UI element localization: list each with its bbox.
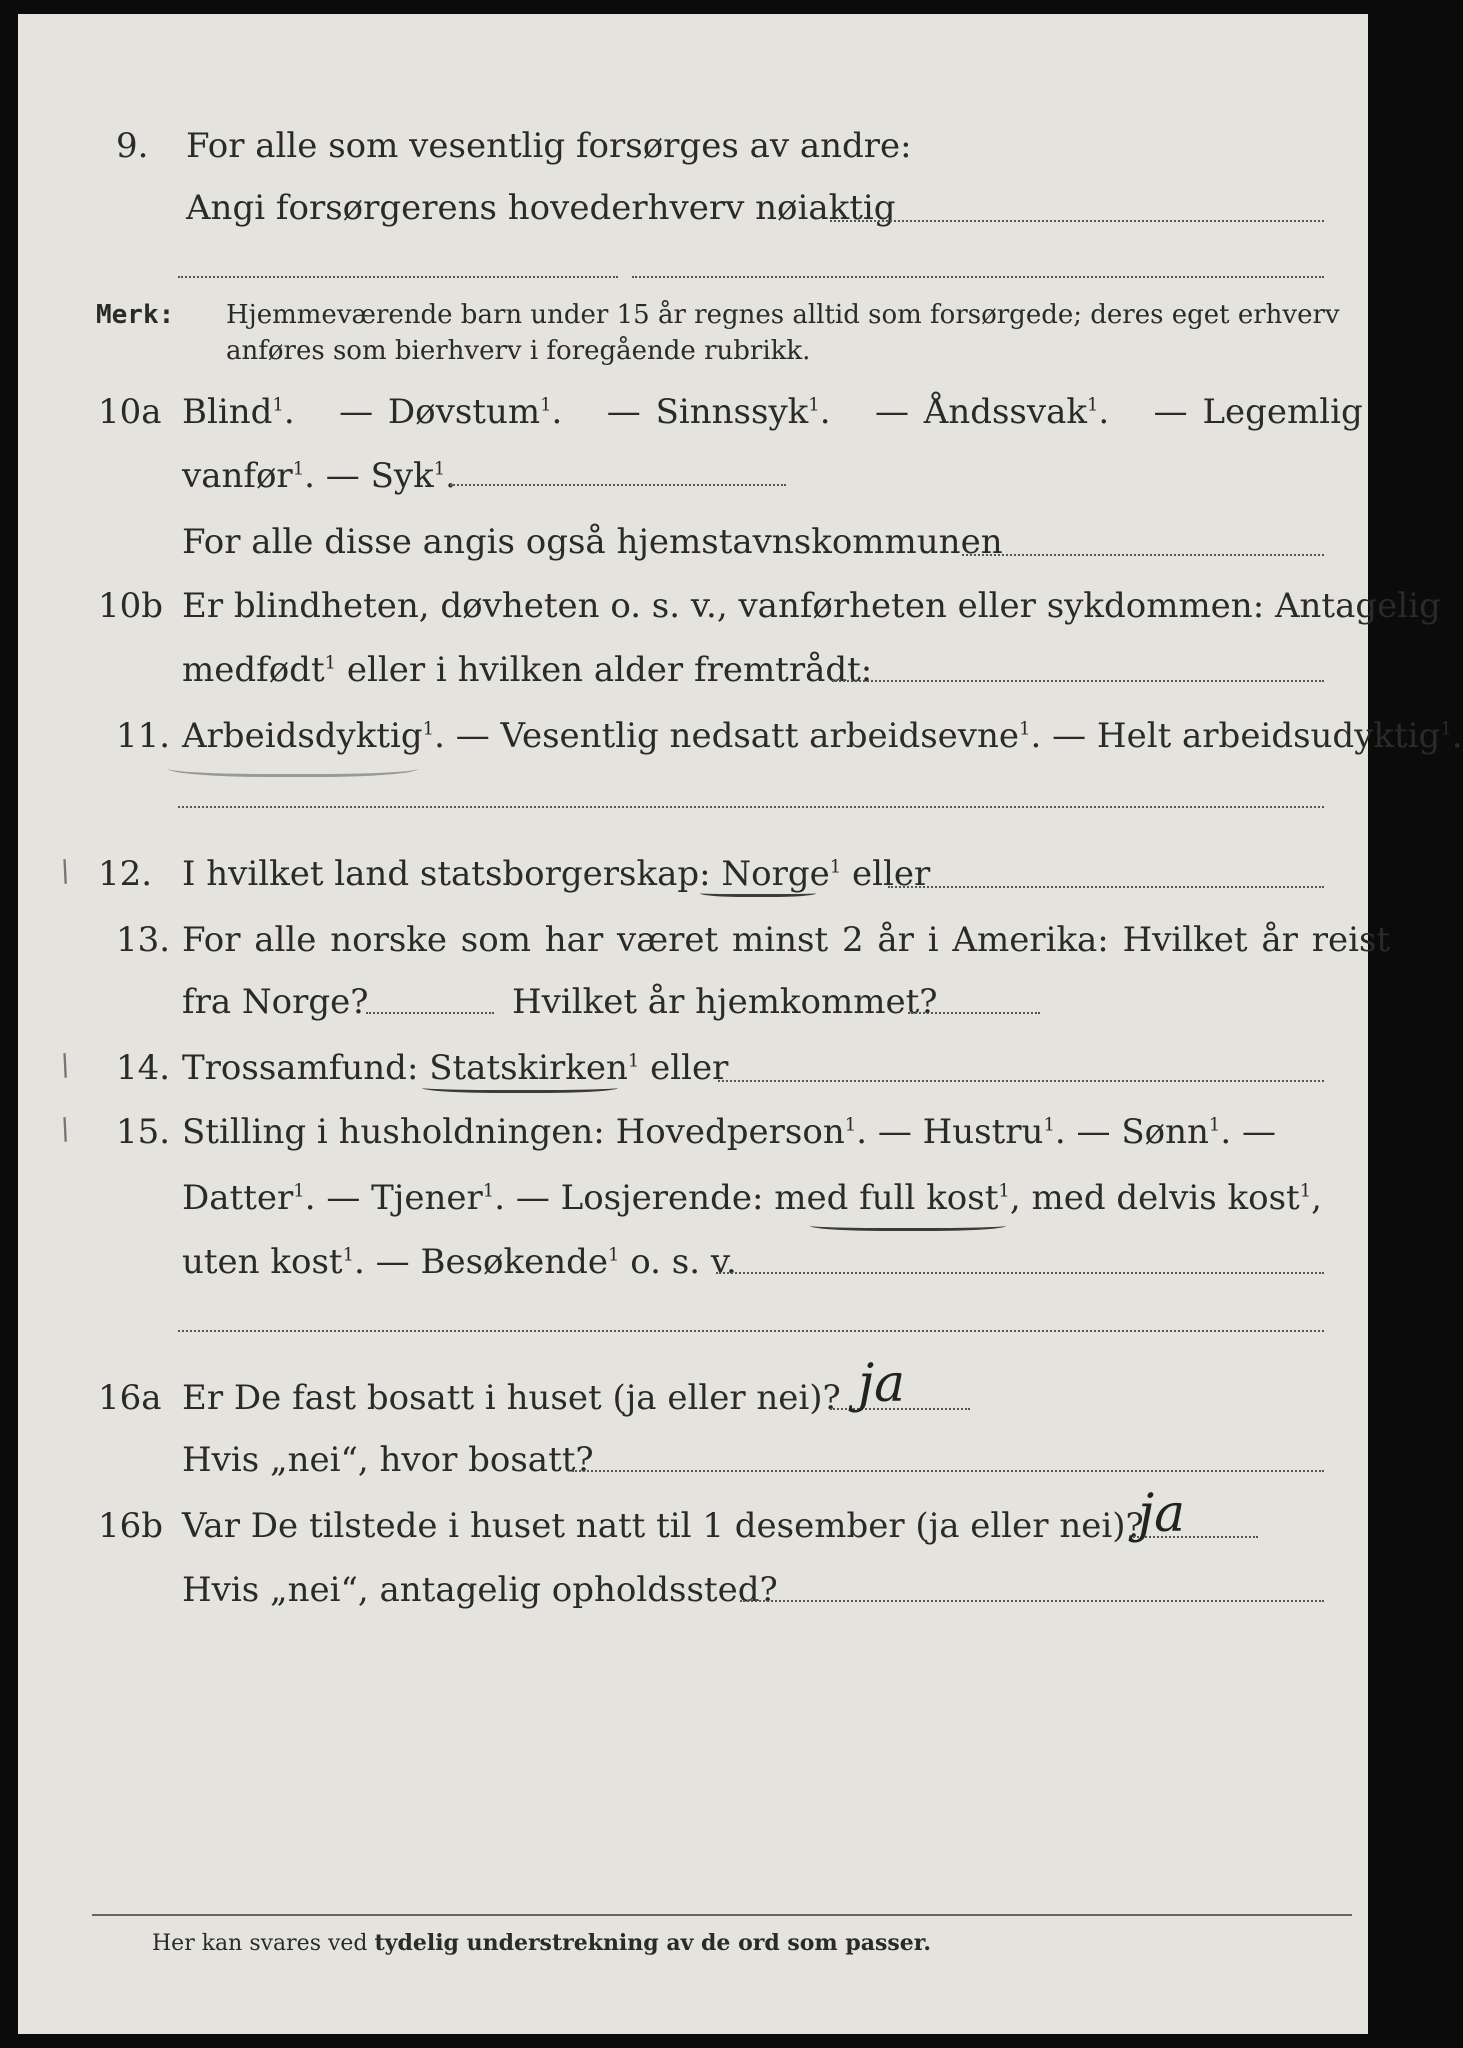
merk-line1: Hjemmeværende barn under 15 år regnes alltid som forsørgede; deres eget erhverv: [226, 300, 1340, 330]
footnote: [152, 1928, 931, 1959]
q10a-blind: Blind: [182, 392, 273, 432]
q15-sonn: — Sønn: [1076, 1112, 1209, 1152]
q14-question: Trossamfund:: [182, 1048, 419, 1088]
q14-number: 14.: [116, 1048, 171, 1088]
q15-osv: o. s. v.: [630, 1242, 737, 1282]
q15-full-kost-underline: [810, 1218, 1006, 1231]
q15-number: 15.: [116, 1112, 171, 1152]
q13-line2a: fra Norge?: [182, 982, 369, 1022]
q10a-line2: vanfør$^1$. — Syk$^1$.: [182, 456, 456, 496]
q10a-sinnssyk: — Sinnssyk: [606, 392, 809, 432]
footnote-mark: 1: [324, 652, 337, 674]
q15-full-kost: med full kost: [774, 1178, 999, 1218]
q14-eller: eller: [650, 1048, 729, 1088]
q15-uten-kost: uten kost: [182, 1242, 343, 1282]
q9-line1: For alle som vesentlig forsørges av andre:: [186, 126, 912, 166]
q16b-number: 16b: [98, 1506, 164, 1546]
q13-line2b: Hvilket år hjemkommet?: [512, 982, 938, 1022]
q15-hovedperson: Stilling i husholdningen: Hovedperson: [182, 1112, 845, 1152]
q16b-line1: Var De tilstede i huset natt til 1 desember (ja eller nei)?: [182, 1506, 1144, 1546]
q13-reist-line[interactable]: [366, 1012, 494, 1014]
q10b-answer-line[interactable]: [832, 680, 1324, 682]
q10a-kommune-line[interactable]: [962, 554, 1324, 556]
footnote-mark: 1: [627, 1050, 640, 1072]
q9-answer-line-2b[interactable]: [632, 276, 1324, 278]
q12-norge-label: Norge: [721, 854, 830, 894]
q9-answer-line[interactable]: [830, 220, 1324, 222]
q13-hjemkommet-line[interactable]: [908, 1012, 1040, 1014]
q11-answer-line[interactable]: [178, 806, 1324, 808]
q9-number: 9.: [116, 126, 149, 166]
q11-line: Arbeidsdyktig$^1$. — Vesentlig nedsatt arbeidsevne$^1$. — Helt arbeidsudyktig$^1$.: [182, 716, 1463, 756]
q12-eller: eller: [852, 854, 931, 894]
q11-nedsatt: — Vesentlig nedsatt arbeidsevne: [455, 716, 1020, 756]
q15-answer-line-2[interactable]: [178, 1330, 1324, 1332]
q9-answer-line-2a[interactable]: [178, 276, 618, 278]
q9-line2: Angi forsørgerens hovederhverv nøiaktig: [186, 188, 896, 228]
q10b-number: 10b: [98, 586, 164, 626]
footnote-mark: 1: [293, 1180, 305, 1202]
footnote-mark: 1: [1299, 1180, 1312, 1202]
check-mark-icon: \: [55, 854, 75, 889]
q16b-line2: Hvis „nei“, antagelig opholdssted?: [182, 1570, 778, 1610]
q14-statskirken-label: Statskirken: [429, 1048, 628, 1088]
q16b-opholdssted-line[interactable]: [740, 1600, 1324, 1602]
q10a-andssvak: — Åndssvak: [874, 392, 1087, 432]
q11-udyktig: — Helt arbeidsudyktig: [1052, 716, 1441, 756]
q10b-line2: [182, 648, 872, 692]
q12-answer-line[interactable]: [888, 886, 1324, 888]
q10a-vanfor: vanfør: [182, 456, 293, 496]
merk-line2: anføres som bierhverv i foregående rubrikk.: [226, 336, 811, 366]
census-form-page: [18, 14, 1463, 2034]
footnote-mark: 1: [608, 1244, 620, 1266]
q15-besokende: — Besøkende: [375, 1242, 608, 1282]
q16a-line2: Hvis „nei“, hvor bosatt?: [182, 1440, 594, 1480]
q12-question: I hvilket land statsborgerskap:: [182, 854, 711, 894]
q16a-number: 16a: [98, 1378, 162, 1418]
q15-tjener: Tjener: [371, 1178, 483, 1218]
footnote-mark: 1: [540, 394, 552, 416]
footnote-mark: 1: [808, 394, 820, 416]
q15-line1: Stilling i husholdningen: Hovedperson$^1$. — Hustru$^1$. — Sønn$^1$. —: [182, 1112, 1276, 1152]
q15-answer-line[interactable]: [716, 1272, 1324, 1274]
merk-label: Merk:: [96, 300, 175, 330]
q15-line2: Datter$^1$. — Tjener$^1$. — Losjerende: med full kost$^1$, med delvis kost$^1$,: [182, 1178, 1322, 1218]
q10a-dovstum: — Døvstum: [339, 392, 541, 432]
footnote-mark: 1: [1440, 718, 1452, 740]
q10a-legemlig: — Legemlig: [1153, 392, 1363, 432]
q15-delvis-kost: , med delvis kost: [1009, 1178, 1300, 1218]
footnote-mark: 1: [272, 394, 284, 416]
q16a-handwritten-answer: ja: [858, 1354, 906, 1414]
q16a-bosatt-line[interactable]: [572, 1470, 1324, 1472]
footnote-mark: 1: [844, 1114, 857, 1136]
footnote-mark: 1: [482, 1180, 495, 1202]
q10b-line1: Er blindheten, døvheten o. s. v., vanførheten eller sykdommen: Antagelig: [182, 586, 1441, 626]
q15-dash: —: [1241, 1112, 1276, 1152]
q10a-syk: — Syk: [325, 456, 434, 496]
q11-pencil-underline: [168, 756, 418, 777]
q11-number: 11.: [116, 716, 171, 756]
q12-norge-underline: [700, 888, 816, 897]
q15-hustru: — Hustru: [877, 1112, 1044, 1152]
q15-losjerende: — Losjerende:: [515, 1178, 764, 1218]
q16b-handwritten-answer: ja: [1138, 1484, 1186, 1544]
footnote-mark: 1: [998, 1180, 1010, 1202]
q10a-line1: Blind$^1$. — Døvstum$^1$. — Sinnssyk$^1$. — Åndssvak$^1$. — Legemlig: [182, 392, 1363, 432]
q11-arbeidsdyktig: Arbeidsdyktig: [182, 716, 423, 756]
q10b-medfodt: medfødt: [182, 650, 325, 690]
q14-statskirken-underline: [422, 1080, 618, 1093]
q10a-syk-line[interactable]: [450, 484, 786, 486]
q15-datter: Datter: [182, 1178, 294, 1218]
q12-line: [182, 852, 930, 896]
footnote-text-a: Her kan svares ved: [152, 1931, 368, 1956]
check-mark-icon: \: [55, 1048, 75, 1083]
check-mark-icon: \: [55, 1112, 75, 1147]
q15-comma: ,: [1311, 1178, 1322, 1218]
footnote-text-b: tydelig understrekning av de ord som passer.: [374, 1930, 932, 1956]
q12-number: 12.: [98, 854, 153, 894]
footnote-mark: 1: [422, 718, 435, 740]
footnote-mark: 1: [1208, 1114, 1221, 1136]
footnote-mark: 1: [1019, 718, 1031, 740]
q10b-alder: eller i hvilken alder fremtrådt:: [346, 650, 873, 690]
q15-line3: uten kost$^1$. — Besøkende$^1$ o. s. v.: [182, 1242, 737, 1282]
footnote-mark: 1: [1043, 1114, 1055, 1136]
q13-number: 13.: [116, 920, 171, 960]
footnote-mark: 1: [1086, 394, 1099, 416]
footnote-mark: 1: [829, 856, 842, 878]
footnote-divider: [92, 1914, 1352, 1916]
q13-line1: For alle norske som har været minst 2 år i Amerika: Hvilket år reist: [182, 920, 1391, 960]
q16a-line1: Er De fast bosatt i huset (ja eller nei)?: [182, 1378, 841, 1418]
q14-answer-line[interactable]: [718, 1080, 1324, 1082]
footnote-mark: 1: [292, 458, 305, 480]
q10a-number: 10a: [98, 392, 162, 432]
q10a-line3: For alle disse angis også hjemstavnskommunen: [182, 522, 1003, 562]
q15-dash2: —: [326, 1178, 361, 1218]
footnote-mark: 1: [433, 458, 446, 480]
footnote-mark: 1: [342, 1244, 355, 1266]
